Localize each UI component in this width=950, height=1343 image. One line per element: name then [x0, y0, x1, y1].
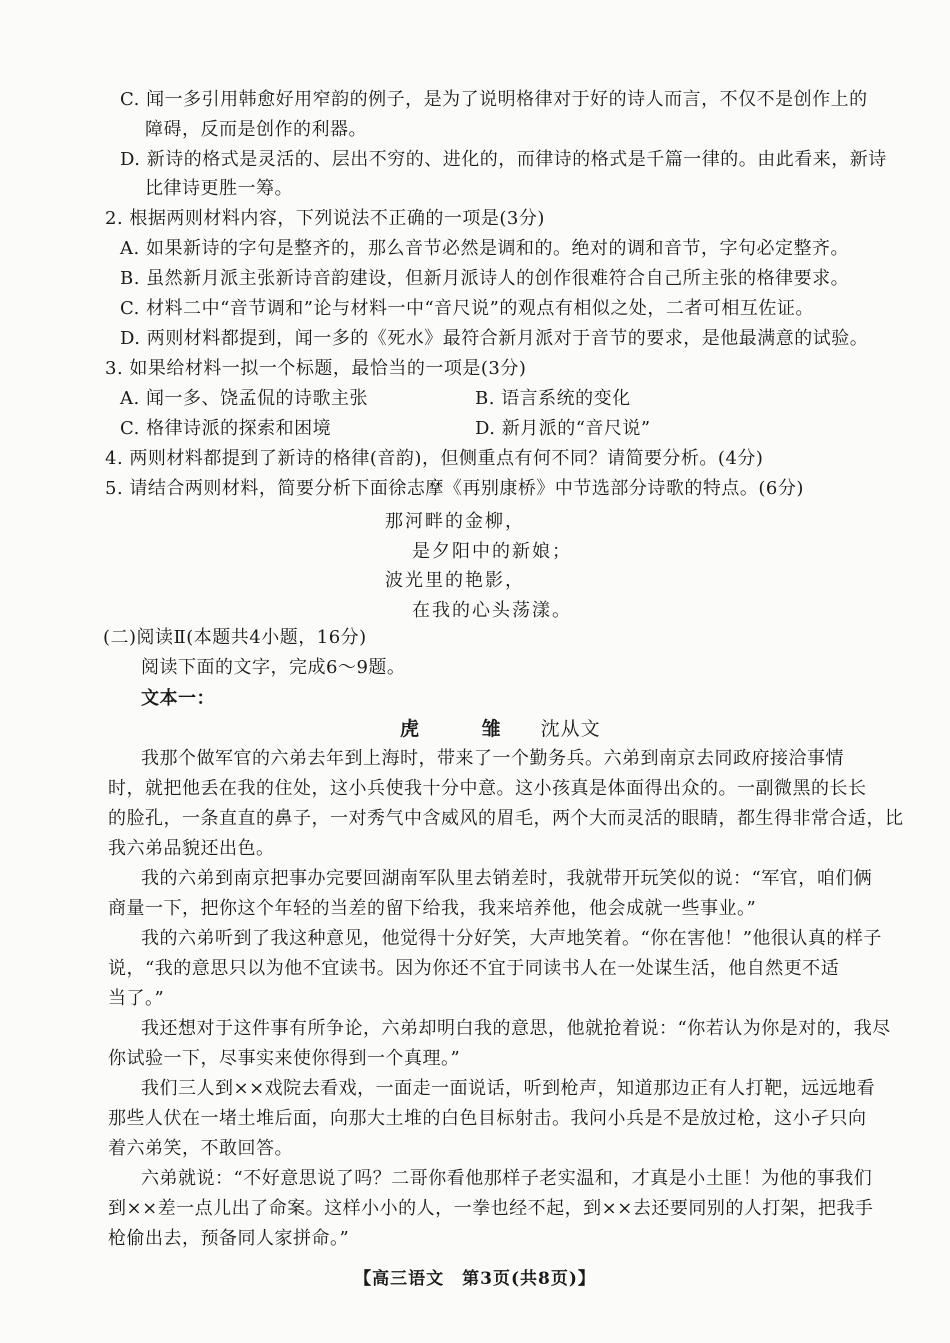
q1-option-c-line1: C. 闻一多引用韩愈好用窄韵的例子，是为了说明格律对于好的诗人而言，不仅不是创作上的: [120, 89, 868, 110]
poem-line-4: 在我的心头荡漾。: [412, 600, 572, 621]
poem-line-3: 波光里的艳影，: [385, 570, 525, 591]
story-line: 我六弟品貌还出色。: [108, 838, 275, 859]
story-line: 我的六弟听到了我这种意见，他觉得十分好笑，大声地笑着。“你在害他！”他很认真的样子: [141, 928, 882, 949]
section-instruction: 阅读下面的文字，完成6～9题。: [141, 657, 406, 678]
story-line: 你试验一下，尽事实来使你得到一个真理。”: [108, 1048, 461, 1069]
story-line: 我还想对于这件事有所争论，六弟却明白我的意思，他就抢着说：“你若认为你是对的，我尽: [141, 1018, 891, 1039]
q3-stem: 3. 如果给材料一拟一个标题，最恰当的一项是(3分): [105, 358, 527, 379]
q3-option-a: A. 闻一多、饶孟侃的诗歌主张: [120, 388, 368, 409]
story-line: 时，就把他丢在我的住处，这小兵使我十分中意。这小孩真是体面得出众的。一副微黑的长长: [108, 778, 867, 799]
story-line: 当了。”: [108, 988, 165, 1009]
story-title: [400, 714, 601, 741]
story-line: 那些人伏在一堵土堆后面，向那大土堆的白色目标射击。我问小兵是不是放过枪，这小孑只向: [108, 1108, 867, 1129]
q2-option-a: A. 如果新诗的字句是整齐的，那么音节必然是调和的。绝对的调和音节，字句必定整齐。: [120, 238, 849, 259]
story-line: 我们三人到××戏院去看戏，一面走一面说话，听到枪声，知道那边正有人打靶，远远地看: [141, 1078, 876, 1099]
story-line: 我的六弟到南京把事办完要回湖南军队里去销差时，我就带开玩笑似的说：“军官，咱们俩: [141, 868, 873, 889]
page-footer: 【高三语文 第3页(共8页)】: [354, 1269, 596, 1289]
q1-option-c-line2: 障碍，反而是创作的利器。: [145, 119, 367, 140]
story-line: 说，“我的意思只以为他不宜读书。因为你还不宜于同读书人在一处谋生活，他自然更不适: [108, 958, 840, 979]
poem-line-2: 是夕阳中的新娘；: [412, 541, 572, 562]
q5-stem: 5. 请结合两则材料，简要分析下面徐志摩《再别康桥》中节选部分诗歌的特点。(6分): [105, 478, 804, 499]
story-line: 我那个做军官的六弟去年到上海时，带来了一个勤务兵。六弟到南京去同政府接洽事情: [141, 748, 844, 769]
q4-stem: 4. 两则材料都提到了新诗的格律(音韵)，但侧重点有何不同？请简要分析。(4分): [105, 448, 764, 469]
story-line: 商量一下，把你这个年轻的当差的留下给我，我来培养他，他会成就一些事业。”: [108, 898, 757, 919]
story-line: 到××差一点儿出了命案。这样小小的人，一拳也经不起，到××去还要同别的人打架，把我手: [108, 1198, 874, 1219]
story-line: 着六弟笑，不敢回答。: [108, 1138, 293, 1159]
poem-line-1: 那河畔的金柳，: [385, 511, 525, 532]
q3-option-b: B. 语言系统的变化: [475, 388, 631, 409]
story-line: 枪偷出去，预备同人家拼命。”: [108, 1228, 350, 1249]
q2-option-d: D. 两则材料都提到，闻一多的《死水》最符合新月派对于音节的要求，是他最满意的试验。: [120, 328, 869, 349]
q2-stem: 2. 根据两则材料内容，下列说法不正确的一项是(3分): [105, 208, 545, 229]
q1-option-d-line2: 比律诗更胜一筹。: [145, 178, 293, 199]
story-line: 的脸孔，一条直直的鼻子，一对秀气中含威风的眉毛，两个大而灵活的眼睛，都生得非常合适，比: [108, 808, 904, 829]
q2-option-c: C. 材料二中“音节调和”论与材料一中“音尺说”的观点有相似之处，二者可相互佐证。: [120, 298, 814, 319]
q1-option-d-line1: D. 新诗的格式是灵活的、层出不穷的、进化的，而律诗的格式是千篇一律的。由此看来，新诗: [120, 149, 887, 170]
q2-option-b: B. 虽然新月派主张新诗音韵建设，但新月派诗人的创作很难符合自己所主张的格律要求。: [120, 268, 850, 289]
q3-option-c: C. 格律诗派的探索和困境: [120, 418, 332, 439]
story-author: 沈从文: [540, 718, 601, 740]
section-heading: (二)阅读Ⅱ(本题共4小题，16分): [103, 627, 367, 648]
text-one-label: 文本一：: [141, 688, 215, 709]
story-line: 六弟就说：“不好意思说了吗？二哥你看他那样子老实温和，才真是小土匪！为他的事我们: [141, 1168, 873, 1189]
story-title-text: 虎 雏: [400, 718, 529, 740]
q3-option-d: D. 新月派的“音尺说”: [475, 418, 651, 439]
